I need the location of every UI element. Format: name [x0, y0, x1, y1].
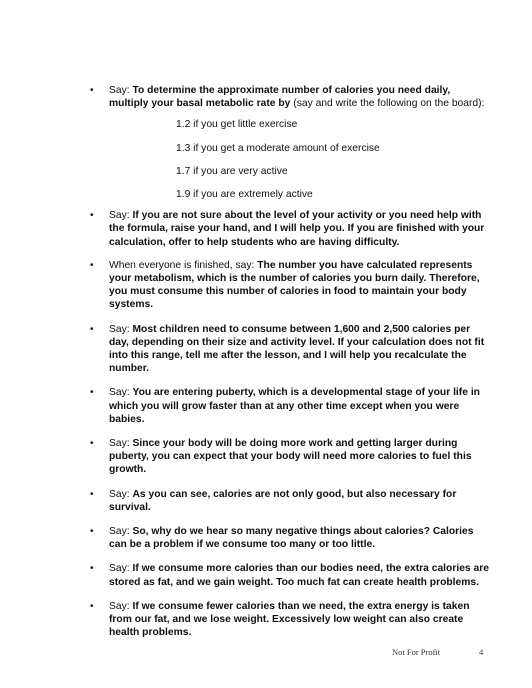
multiplier-item: 1.2 if you get little exercise — [176, 119, 298, 131]
item-lead: Say: — [109, 488, 133, 500]
bullet: • — [90, 438, 94, 449]
list-item — [90, 562, 490, 588]
item-lead: Say: — [109, 438, 133, 449]
multiplier-item: 1.9 if you are extremely active — [176, 188, 313, 200]
multiplier-item: 1.3 if you get a moderate amount of exercise — [176, 142, 380, 154]
item-lead: Say: — [109, 210, 133, 222]
item-instruction: If we consume fewer calories than we need, the extra energy is taken from our fat, and we lose weight. Excessively low weight can also create health problems. — [109, 600, 470, 639]
list-item — [90, 259, 490, 312]
bullet: • — [90, 563, 94, 575]
bullet: • — [90, 323, 94, 335]
item-instruction: As you can see, calories are not only good, but also necessary for survival. — [109, 488, 457, 513]
item-note: (say and write the following on the board): — [290, 98, 485, 110]
bullet: • — [90, 488, 94, 500]
item-instruction: Most children need to consume between 1,600 and 2,500 calories per day, depending on their size and activity level. If your calculation does not fit into this range, tell me after the lesson, and I will help you recalculate the number. — [109, 323, 485, 375]
item-instruction: You are entering puberty, which is a developmental stage of your life in which you will grow faster than at any other time except when you were babies. — [109, 387, 480, 425]
multiplier-item: 1.7 if you are very active — [176, 165, 288, 177]
item-lead: Say: — [109, 387, 133, 399]
list-item — [90, 386, 490, 426]
list-item — [90, 600, 490, 640]
list-item — [90, 209, 490, 249]
bullet: • — [90, 526, 94, 538]
footer-label: Not For Profit — [392, 647, 441, 657]
list-item — [90, 84, 490, 211]
bullet: • — [90, 387, 94, 399]
item-lead: Say: — [109, 526, 133, 538]
item-instruction: So, why do we hear so many negative things about calories? Calories can be a problem if we consume too many or too little. — [109, 526, 474, 551]
bullet: • — [90, 210, 94, 222]
page-number: 4 — [479, 647, 484, 657]
activity-multipliers — [109, 118, 490, 211]
bullet: • — [90, 259, 94, 271]
item-instruction: To determine the approximate number of calories you need daily, multiply your basal metabolic rate by — [109, 85, 451, 110]
item-instruction: Since your body will be doing more work and getting larger during puberty, you can expect that your body will need more calories to fuel this growth. — [109, 438, 472, 476]
item-lead: Say: — [109, 600, 133, 612]
item-instruction: The number you have calculated represents your metabolism, which is the number of calories you burn daily. Therefore, you must consume this number of calories in food to maintain your body systems. — [109, 259, 480, 311]
item-lead: Say: — [109, 85, 133, 96]
list-item — [90, 525, 490, 551]
list-item — [90, 437, 490, 477]
list-item — [90, 488, 490, 514]
item-lead: When everyone is finished, say: — [109, 259, 258, 271]
lesson-content — [90, 84, 490, 639]
item-instruction: If we consume more calories than our bodies need, the extra calories are stored as fat, and we gain weight. Too much fat can create health problems. — [109, 563, 489, 588]
item-lead: Say: — [109, 563, 133, 575]
bullet: • — [90, 600, 94, 612]
item-instruction: If you are not sure about the level of your activity or you need help with the formula, raise your hand, and I will help you. If you are finished with your calculation, offer to help students who are having difficulty. — [109, 210, 485, 248]
item-lead: Say: — [109, 323, 133, 335]
bullet: • — [90, 85, 94, 96]
list-item — [90, 323, 490, 376]
